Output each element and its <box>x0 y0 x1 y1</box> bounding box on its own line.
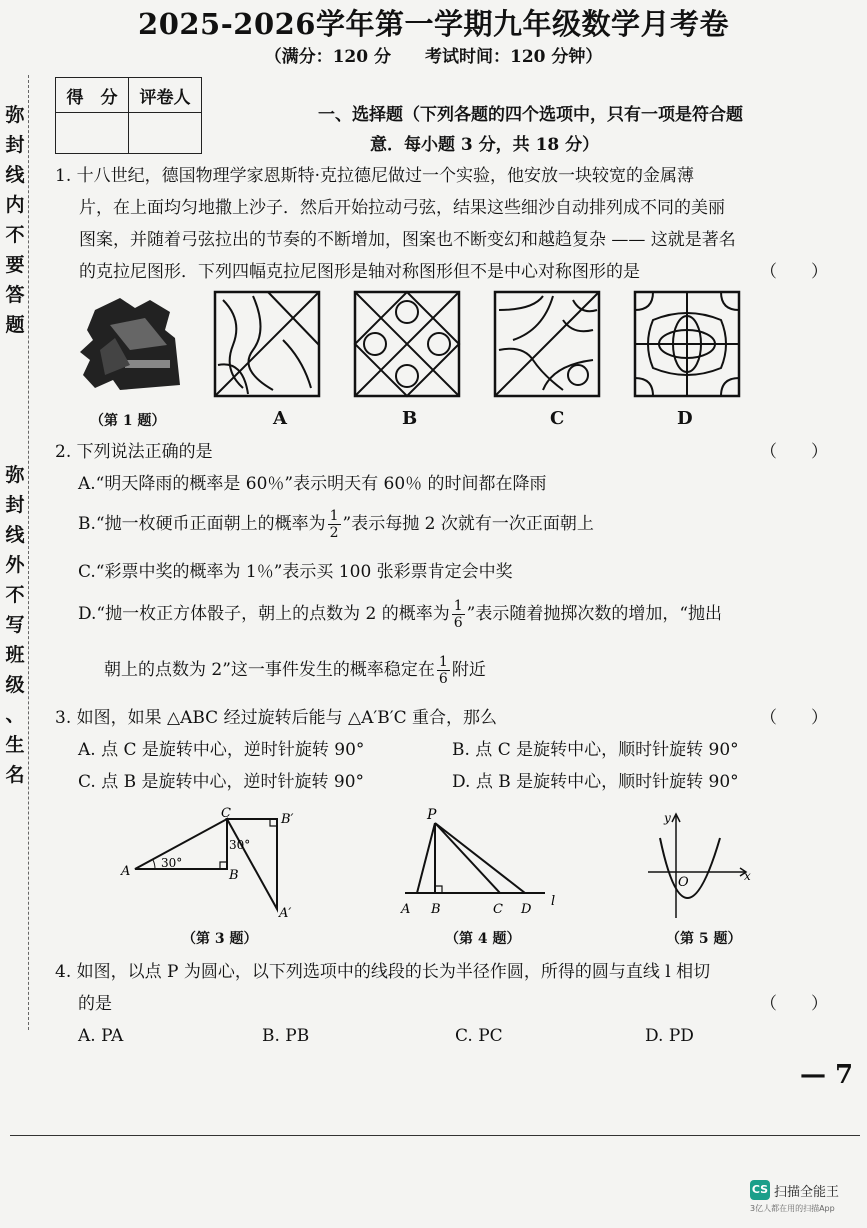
scanner-name: 扫描全能王 <box>774 1184 840 1200</box>
q2-option-d: D.“抛一枚正方体骰子，朝上的点数为 2 的概率为 $\frac{1}{6}$ ”表示随着抛掷次数的增加，“抛出 <box>78 598 723 631</box>
grader-header: 评卷人 <box>129 78 202 113</box>
label-c: C <box>493 902 503 917</box>
label-o: O <box>678 875 689 890</box>
q4-option-d: D. PD <box>645 1026 694 1046</box>
figure-label-d: D <box>677 408 693 429</box>
side-seal-text-inner: 弥 封 线 内 不 要 答 题 <box>5 104 25 336</box>
chladni-figure-b <box>353 290 461 398</box>
figure-label-a: A <box>273 408 287 429</box>
footer-divider <box>10 1135 860 1136</box>
label-b: B <box>431 902 441 917</box>
chladni-photo <box>75 290 185 395</box>
figure-caption-q1: （第 1 题） <box>90 413 166 429</box>
page-title: 2025-2026学年第一学期九年级数学月考卷 <box>138 7 729 41</box>
answer-paren-3[interactable]: （ ） <box>760 708 828 728</box>
figure-caption-q3: （第 3 题） <box>182 931 258 947</box>
figure-q5-parabola <box>640 808 755 920</box>
answer-paren-4[interactable]: （ ） <box>760 994 828 1014</box>
side-seal-text-outer: 弥 封 线 外 不 写 班 级 、 生 名 <box>5 464 25 786</box>
label-y: y <box>664 811 671 825</box>
q3-option-d: D. 点 B 是旋转中心，顺时针旋转 90° <box>452 772 739 792</box>
figure-q4-lines <box>395 805 570 920</box>
figure-q3-triangles <box>115 805 315 920</box>
page-number: — 7 <box>800 1060 854 1090</box>
label-d: D <box>521 902 532 917</box>
grader-cell[interactable] <box>129 113 202 154</box>
label-b: B <box>229 868 239 883</box>
answer-paren-1[interactable]: （ ） <box>760 262 828 282</box>
scanner-watermark <box>750 1180 839 1200</box>
answer-paren-2[interactable]: （ ） <box>760 442 828 462</box>
question-2: 2. 下列说法正确的是 （ ） <box>55 436 835 468</box>
figure-label-c: C <box>550 408 565 429</box>
question-4: 4. 如图，以点 P 为圆心，以下列选项中的线段的长为半径作圆，所得的圆与直线 l 相切 <box>55 962 711 982</box>
angle-label-2: 30° <box>229 838 251 852</box>
label-l: l <box>551 894 556 909</box>
question-4-line2: 的是 （ ） <box>78 988 838 1020</box>
angle-label-1: 30° <box>161 856 183 870</box>
chladni-figure-a <box>213 290 321 398</box>
label-p: P <box>427 807 437 823</box>
q4-option-a: A. PA <box>78 1026 124 1046</box>
q2-option-b: B.“抛一枚硬币正面朝上的概率为 $\frac{1}{2}$ ”表示每抛 2 次就有一次正面朝上 <box>78 508 594 541</box>
scanner-logo-icon: CS <box>750 1180 770 1200</box>
scanner-tagline: 3亿人都在用的扫描App <box>750 1204 835 1213</box>
section-heading-line2: 意．每小题 3 分，共 18 分） <box>370 135 600 155</box>
label-a-prime: A′ <box>279 906 292 920</box>
q3-option-b: B. 点 C 是旋转中心，顺时针旋转 90° <box>452 740 739 760</box>
label-b-prime: B′ <box>281 812 294 827</box>
figure-caption-q5: （第 5 题） <box>666 931 742 947</box>
chladni-figure-c <box>493 290 601 398</box>
question-3: 3. 如图，如果 △ABC 经过旋转后能与 △A′B′C 重合，那么 （ ） <box>55 702 835 734</box>
page-subtitle: （满分：120 分 考试时间：120 分钟） <box>264 47 603 67</box>
score-header: 得 分 <box>56 78 129 113</box>
label-x: x <box>744 869 751 883</box>
question-1: 1. 十八世纪，德国物理学家恩斯特·克拉德尼做过一个实验，他安放一块较宽的金属薄 片，在上面均匀地撒上沙子．然后开始拉动弓弦，结果这些细沙自动排列成不同的美丽 图案，并随着弓弦拉出的节奏的不断增加，图案也不断变幻和越趋复杂 —— 这就是著名 的克拉尼图形．下列四幅克拉尼图形是轴对称图形但不是中心对称图形的是 （ ） <box>55 160 835 288</box>
q3-option-c: C. 点 B 是旋转中心，逆时针旋转 90° <box>78 772 365 792</box>
q4-option-c: C. PC <box>455 1026 503 1046</box>
chladni-figure-d <box>633 290 741 398</box>
seal-dashed-line <box>28 75 29 1030</box>
score-table <box>55 77 202 154</box>
q2-option-a: A.“明天降雨的概率是 60％”表示明天有 60％ 的时间都在降雨 <box>78 474 547 494</box>
q4-option-b: B. PB <box>262 1026 310 1046</box>
q3-option-a: A. 点 C 是旋转中心，逆时针旋转 90° <box>78 740 365 760</box>
score-cell[interactable] <box>56 113 129 154</box>
q2-option-c: C.“彩票中奖的概率为 1％”表示买 100 张彩票肯定会中奖 <box>78 562 513 582</box>
label-a: A <box>401 902 411 917</box>
figure-label-b: B <box>402 408 418 429</box>
section-heading-line1: 一、选择题（下列各题的四个选项中，只有一项是符合题 <box>318 105 743 125</box>
figure-caption-q4: （第 4 题） <box>445 931 521 947</box>
q2-option-d-line2: 朝上的点数为 2”这一事件发生的概率稳定在 $\frac{1}{6}$ 附近 <box>104 654 486 687</box>
label-c: C <box>221 806 231 821</box>
label-a: A <box>121 864 131 879</box>
